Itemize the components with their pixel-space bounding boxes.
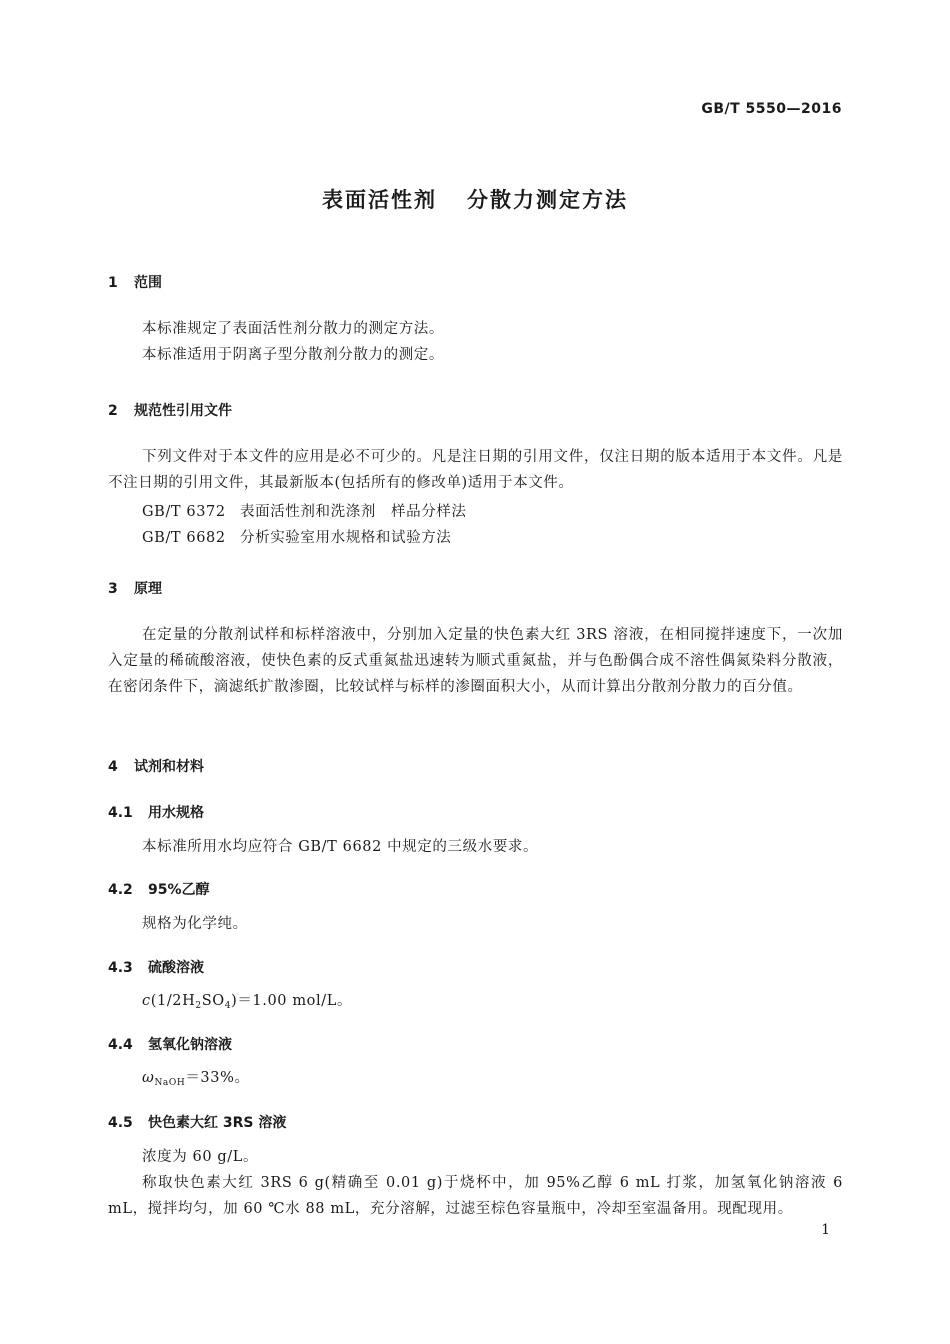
document-title [0,184,950,214]
section-title: 快色素大红 3RS 溶液 [148,1115,287,1131]
subsection-4-3-heading [108,957,204,977]
reference-title: 分析实验室用水规格和试验方法 [240,530,452,546]
subsection-4-2-heading [108,879,210,899]
section-title: 规范性引用文件 [134,403,232,419]
section-number: 4.1 [108,805,133,821]
title-part-2: 分散力测定方法 [467,188,628,212]
paragraph: 在定量的分散剂试样和标样溶液中，分别加入定量的快色素大红 3RS 溶液，在相同搅拌速度下，一次加入定量的稀硫酸溶液，使快色素的反式重氮盐迅速转为顺式重氮盐，并与色酚偶合成不溶性偶氮染料分散液，在密闭条件下，滴滤纸扩散渗圈，比较试样与标样的渗圈面积大小，从而计算出分散剂分散力的百分值。 [108,627,843,695]
paragraph: 本标准所用水均应符合 GB/T 6682 中规定的三级水要求。 [142,839,539,855]
normative-reference [142,500,467,521]
title-part-1: 表面活性剂 [322,188,437,212]
section-2-heading [108,400,232,420]
section-title: 95%乙醇 [148,882,210,898]
section-number: 3 [108,581,118,597]
paragraph: 下列文件对于本文件的应用是必不可少的。凡是注日期的引用文件，仅注日期的版本适用于本文件。凡是不注日期的引用文件，其最新版本(包括所有的修改单)适用于本文件。 [108,449,843,491]
section-title: 用水规格 [148,805,204,821]
section-title: 试剂和材料 [134,759,204,775]
section-number: 4.3 [108,960,133,976]
section-title: 氢氧化钠溶液 [148,1037,232,1053]
reference-code: GB/T 6372 [142,504,226,520]
section-number: 4 [108,759,118,775]
paragraph: 规格为化学纯。 [142,916,248,932]
sulfuric-acid-formula: $c(1/2H_2SO_4)=1.00$ mol/L。 [142,993,353,1011]
section-number: 2 [108,403,118,419]
subsection-4-4-heading [108,1034,232,1054]
section-title: 原理 [134,581,162,597]
subsection-4-1-heading [108,802,204,822]
section-1-heading [108,272,162,292]
paragraph: 本标准适用于阴离子型分散剂分散力的测定。 [142,347,444,363]
subsection-4-5-heading [108,1112,286,1132]
reference-code: GB/T 6682 [142,530,226,546]
section-number: 4.2 [108,882,133,898]
section-number: 4.5 [108,1115,133,1131]
section-title: 范围 [134,275,162,291]
reference-title: 表面活性剂和洗涤剂 样品分样法 [240,504,467,520]
section-title: 硫酸溶液 [148,960,204,976]
paragraph: 本标准规定了表面活性剂分散力的测定方法。 [142,321,444,337]
paragraph: 称取快色素大红 3RS 6 g(精确至 0.01 g)于烧杯中，加 95%乙醇 6 mL 打浆，加氢氧化钠溶液 6 mL，搅拌均匀，加 60 ℃水 88 mL，充分溶解，过滤至棕色容量瓶中，冷却至室温备用。现配现用。 [108,1175,843,1217]
section-3-heading [108,578,162,598]
section-4-heading [108,756,204,776]
normative-reference [142,526,451,547]
section-number: 4.4 [108,1037,133,1053]
naoh-formula: $\omega_{NaOH}=33\%$。 [142,1070,250,1088]
standard-code: GB/T 5550—2016 [701,101,842,117]
page-number: 1 [821,1222,830,1238]
section-number: 1 [108,275,118,291]
paragraph: 浓度为 60 g/L。 [142,1149,259,1165]
